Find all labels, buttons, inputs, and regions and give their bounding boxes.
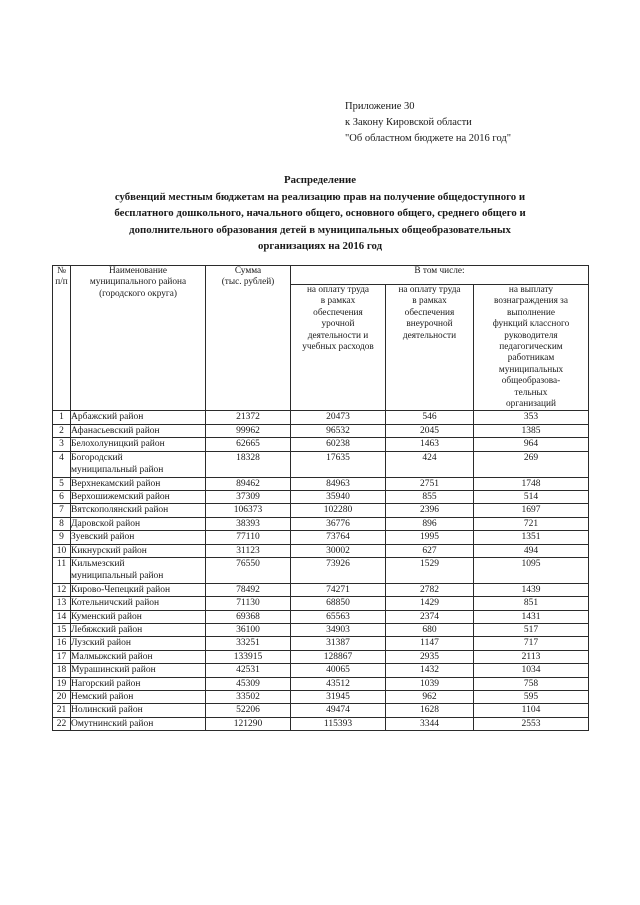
- header-group-including: В том числе:: [291, 266, 589, 285]
- header-vz-line11: организаций: [506, 399, 556, 410]
- cell-municipality-name: [71, 557, 206, 583]
- title-line-2: субвенций местным бюджетам на реализацию прав на получение общедоступного и: [114, 190, 526, 203]
- cell-row-number: 3: [53, 438, 71, 451]
- appendix-reference-block: [345, 99, 605, 147]
- header-vz-line5: руководителя: [504, 330, 558, 341]
- cell-urochnaya: 84963: [291, 477, 386, 490]
- cell-voznagrazhdenie: 353: [474, 411, 589, 424]
- table-row: [53, 557, 589, 583]
- table-row: [53, 504, 589, 517]
- municipality-name-line1: Куменский район: [71, 611, 142, 622]
- cell-voznagrazhdenie: 851: [474, 597, 589, 610]
- header-ur-line3: обеспечения: [313, 307, 363, 318]
- cell-row-number: 7: [53, 504, 71, 517]
- cell-row-number: 17: [53, 650, 71, 663]
- cell-vneurochnaya: 1039: [386, 677, 474, 690]
- municipality-name-line1: Нагорский район: [71, 678, 141, 689]
- cell-vneurochnaya: 627: [386, 544, 474, 557]
- title-line-1: Распределение: [284, 174, 356, 186]
- appendix-law-line: к Закону Кировской области: [345, 117, 472, 128]
- table-row: [53, 677, 589, 690]
- cell-municipality-name: [71, 517, 206, 530]
- cell-municipality-name: [71, 451, 206, 477]
- title-line-3: бесплатного дошкольного, начального общего, основного общего, среднего общего и: [114, 207, 526, 219]
- header-sum-line1: Сумма: [234, 266, 262, 276]
- cell-municipality-name: [71, 583, 206, 596]
- header-col-name: [71, 266, 206, 411]
- cell-voznagrazhdenie: 1697: [474, 504, 589, 517]
- cell-row-number: 22: [53, 717, 71, 730]
- cell-sum: 21372: [206, 411, 291, 424]
- cell-municipality-name: [71, 623, 206, 636]
- municipality-name-line1: Верхнекамский район: [71, 478, 161, 489]
- table-row: [53, 438, 589, 451]
- header-no-line2: п/п: [55, 277, 68, 288]
- table-row: [53, 451, 589, 477]
- table-row: [53, 583, 589, 596]
- cell-voznagrazhdenie: 717: [474, 637, 589, 650]
- header-ur-line4: урочной: [321, 319, 355, 330]
- table-row: [53, 424, 589, 437]
- cell-urochnaya: 40065: [291, 664, 386, 677]
- municipality-name-line1: Омутнинский район: [71, 718, 154, 729]
- cell-voznagrazhdenie: 517: [474, 623, 589, 636]
- cell-municipality-name: [71, 438, 206, 451]
- cell-sum: 62665: [206, 438, 291, 451]
- cell-row-number: 4: [53, 451, 71, 477]
- table-row: [53, 490, 589, 503]
- cell-sum: 52206: [206, 704, 291, 717]
- cell-vneurochnaya: 1432: [386, 664, 474, 677]
- municipality-name-line1: Даровской район: [71, 518, 141, 529]
- cell-urochnaya: 35940: [291, 490, 386, 503]
- appendix-number: Приложение 30: [345, 101, 415, 112]
- cell-voznagrazhdenie: 269: [474, 451, 589, 477]
- table-row: [53, 477, 589, 490]
- municipality-name-line1: Верхошижемский район: [71, 491, 170, 502]
- cell-sum: 99962: [206, 424, 291, 437]
- table-row: [53, 597, 589, 610]
- cell-sum: 38393: [206, 517, 291, 530]
- cell-voznagrazhdenie: 1104: [474, 704, 589, 717]
- table-row: [53, 531, 589, 544]
- cell-row-number: 14: [53, 610, 71, 623]
- cell-municipality-name: [71, 664, 206, 677]
- cell-voznagrazhdenie: 2113: [474, 650, 589, 663]
- header-sum-line2: (тыс. рублей): [221, 277, 275, 288]
- table-row: [53, 623, 589, 636]
- municipality-name-line1: Лебяжский район: [71, 624, 143, 635]
- table-body: [53, 411, 589, 731]
- municipality-name-line2: муниципальный район: [71, 465, 164, 476]
- header-vn-line1: на оплату труда: [398, 285, 461, 295]
- municipality-name-line1: Афанасьевский район: [71, 425, 160, 436]
- table-row: [53, 704, 589, 717]
- municipality-name-line1: Кирово-Чепецкий район: [71, 584, 171, 595]
- header-ur-line6: учебных расходов: [302, 342, 374, 353]
- header-vz-line7: работникам: [507, 353, 555, 364]
- cell-voznagrazhdenie: 758: [474, 677, 589, 690]
- header-vz-line10: тельных: [514, 387, 548, 398]
- distribution-table-wrapper: [52, 265, 588, 731]
- cell-sum: 76550: [206, 557, 291, 583]
- municipality-name-line1: Богородский: [71, 452, 123, 463]
- appendix-budget-line: "Об областном бюджете на 2016 год": [345, 133, 512, 144]
- cell-municipality-name: [71, 650, 206, 663]
- cell-sum: 33251: [206, 637, 291, 650]
- cell-vneurochnaya: 1429: [386, 597, 474, 610]
- table-header-row-top: [53, 266, 589, 285]
- cell-voznagrazhdenie: 1351: [474, 531, 589, 544]
- cell-urochnaya: 102280: [291, 504, 386, 517]
- cell-sum: 71130: [206, 597, 291, 610]
- header-name-line2: муниципального района: [89, 277, 187, 288]
- cell-municipality-name: [71, 411, 206, 424]
- municipality-name-line1: Белохолуницкий район: [71, 439, 165, 450]
- title-line-4: дополнительного образования детей в муниципальных общеобразовательных: [129, 223, 511, 236]
- cell-urochnaya: 36776: [291, 517, 386, 530]
- table-row: [53, 717, 589, 730]
- cell-municipality-name: [71, 704, 206, 717]
- municipality-name-line1: Кильмезский: [71, 558, 125, 569]
- municipality-name-line1: Мурашинский район: [71, 665, 156, 676]
- cell-urochnaya: 20473: [291, 411, 386, 424]
- cell-urochnaya: 34903: [291, 623, 386, 636]
- cell-sum: 121290: [206, 717, 291, 730]
- cell-municipality-name: [71, 477, 206, 490]
- cell-voznagrazhdenie: 721: [474, 517, 589, 530]
- cell-urochnaya: 65563: [291, 610, 386, 623]
- cell-row-number: 9: [53, 531, 71, 544]
- cell-sum: 69368: [206, 610, 291, 623]
- cell-row-number: 2: [53, 424, 71, 437]
- cell-sum: 133915: [206, 650, 291, 663]
- header-col-voznagrazhdenie: [474, 285, 589, 411]
- cell-municipality-name: [71, 504, 206, 517]
- municipality-name-line1: Котельничский район: [71, 598, 160, 609]
- cell-voznagrazhdenie: 2553: [474, 717, 589, 730]
- cell-municipality-name: [71, 717, 206, 730]
- cell-urochnaya: 60238: [291, 438, 386, 451]
- header-vz-line4: функций классного: [492, 319, 570, 330]
- cell-sum: 18328: [206, 451, 291, 477]
- header-col-no: [53, 266, 71, 411]
- cell-vneurochnaya: 680: [386, 623, 474, 636]
- cell-voznagrazhdenie: 1748: [474, 477, 589, 490]
- header-vn-line5: деятельности: [402, 330, 457, 341]
- municipality-name-line1: Немский район: [71, 692, 134, 702]
- cell-row-number: 21: [53, 704, 71, 717]
- header-name-line3: (городского округа): [99, 288, 177, 299]
- header-ur-line2: в рамках: [320, 296, 356, 307]
- table-row: [53, 544, 589, 557]
- cell-sum: 45309: [206, 677, 291, 690]
- cell-voznagrazhdenie: 1385: [474, 424, 589, 437]
- cell-vneurochnaya: 2935: [386, 650, 474, 663]
- cell-municipality-name: [71, 544, 206, 557]
- cell-row-number: 1: [53, 411, 71, 424]
- municipality-name-line1: Кикнурский район: [71, 545, 147, 556]
- municipality-name-line1: Лузский район: [71, 638, 131, 649]
- cell-vneurochnaya: 2782: [386, 583, 474, 596]
- cell-urochnaya: 73764: [291, 531, 386, 544]
- cell-vneurochnaya: 1463: [386, 438, 474, 451]
- header-vz-line1: на выплату: [508, 285, 554, 295]
- cell-municipality-name: [71, 677, 206, 690]
- title-line-5: организациях на 2016 год: [257, 240, 383, 252]
- distribution-table: [52, 265, 589, 731]
- cell-vneurochnaya: 1147: [386, 637, 474, 650]
- table-row: [53, 610, 589, 623]
- cell-municipality-name: [71, 424, 206, 437]
- header-vn-line2: в рамках: [412, 296, 447, 307]
- table-row: [53, 691, 589, 704]
- cell-urochnaya: 30002: [291, 544, 386, 557]
- cell-sum: 33502: [206, 691, 291, 704]
- header-vz-line2: вознаграждения за: [494, 296, 568, 307]
- cell-municipality-name: [71, 637, 206, 650]
- header-col-sum: [206, 266, 291, 411]
- cell-urochnaya: 115393: [291, 717, 386, 730]
- cell-row-number: 15: [53, 623, 71, 636]
- cell-row-number: 5: [53, 477, 71, 490]
- cell-vneurochnaya: 2045: [386, 424, 474, 437]
- header-col-vneurochnaya: [386, 285, 474, 411]
- cell-sum: 89462: [206, 477, 291, 490]
- page-title: [46, 172, 594, 255]
- table-row: [53, 637, 589, 650]
- cell-vneurochnaya: 2751: [386, 477, 474, 490]
- cell-sum: 31123: [206, 544, 291, 557]
- cell-sum: 106373: [206, 504, 291, 517]
- cell-vneurochnaya: 2396: [386, 504, 474, 517]
- cell-row-number: 8: [53, 517, 71, 530]
- cell-row-number: 20: [53, 691, 71, 704]
- cell-vneurochnaya: 546: [386, 411, 474, 424]
- header-vz-line9: общеобразова-: [501, 376, 561, 387]
- cell-sum: 78492: [206, 583, 291, 596]
- cell-urochnaya: 128867: [291, 650, 386, 663]
- header-name-line1: Наименование: [109, 266, 167, 276]
- cell-urochnaya: 96532: [291, 424, 386, 437]
- cell-voznagrazhdenie: 1431: [474, 610, 589, 623]
- cell-urochnaya: 68850: [291, 597, 386, 610]
- cell-vneurochnaya: 424: [386, 451, 474, 477]
- cell-municipality-name: [71, 610, 206, 623]
- header-vz-line8: муниципальных: [498, 364, 564, 375]
- header-ur-line5: деятельности и: [307, 330, 369, 341]
- cell-vneurochnaya: 3344: [386, 717, 474, 730]
- header-vn-line4: внеурочной: [406, 319, 453, 330]
- cell-voznagrazhdenie: 514: [474, 490, 589, 503]
- cell-urochnaya: 74271: [291, 583, 386, 596]
- cell-voznagrazhdenie: 494: [474, 544, 589, 557]
- cell-vneurochnaya: 2374: [386, 610, 474, 623]
- table-row: [53, 664, 589, 677]
- header-ur-line1: на оплату труда: [306, 285, 370, 295]
- cell-voznagrazhdenie: 595: [474, 691, 589, 704]
- cell-municipality-name: [71, 691, 206, 704]
- table-row: [53, 650, 589, 663]
- cell-urochnaya: 31945: [291, 691, 386, 704]
- cell-row-number: 6: [53, 490, 71, 503]
- table-head: [53, 266, 589, 411]
- header-vn-line3: обеспечения: [404, 307, 455, 318]
- cell-urochnaya: 49474: [291, 704, 386, 717]
- cell-vneurochnaya: 1529: [386, 557, 474, 583]
- cell-municipality-name: [71, 531, 206, 544]
- cell-vneurochnaya: 1995: [386, 531, 474, 544]
- cell-urochnaya: 73926: [291, 557, 386, 583]
- table-row: [53, 411, 589, 424]
- table-row: [53, 517, 589, 530]
- cell-voznagrazhdenie: 1095: [474, 557, 589, 583]
- cell-sum: 77110: [206, 531, 291, 544]
- cell-voznagrazhdenie: 1034: [474, 664, 589, 677]
- cell-row-number: 10: [53, 544, 71, 557]
- cell-vneurochnaya: 855: [386, 490, 474, 503]
- header-col-urochnaya: [291, 285, 386, 411]
- cell-vneurochnaya: 1628: [386, 704, 474, 717]
- header-vz-line3: выполнение: [507, 307, 555, 318]
- municipality-name-line1: Зуевский район: [71, 532, 135, 543]
- cell-sum: 42531: [206, 664, 291, 677]
- cell-urochnaya: 31387: [291, 637, 386, 650]
- cell-voznagrazhdenie: 1439: [474, 583, 589, 596]
- header-vz-line6: педагогическим: [499, 342, 563, 353]
- cell-vneurochnaya: 962: [386, 691, 474, 704]
- cell-row-number: 16: [53, 637, 71, 650]
- cell-vneurochnaya: 896: [386, 517, 474, 530]
- cell-municipality-name: [71, 597, 206, 610]
- municipality-name-line1: Нолинский район: [71, 705, 143, 716]
- cell-row-number: 19: [53, 677, 71, 690]
- municipality-name-line1: Малмыжский район: [71, 651, 153, 662]
- cell-row-number: 12: [53, 583, 71, 596]
- municipality-name-line1: Вятскополянский район: [71, 505, 169, 516]
- header-no-line1: №: [57, 266, 66, 276]
- cell-urochnaya: 17635: [291, 451, 386, 477]
- cell-row-number: 13: [53, 597, 71, 610]
- cell-row-number: 11: [53, 557, 71, 583]
- cell-sum: 36100: [206, 623, 291, 636]
- cell-urochnaya: 43512: [291, 677, 386, 690]
- municipality-name-line1: Арбажский район: [71, 412, 144, 423]
- municipality-name-line2: муниципальный район: [71, 571, 164, 582]
- cell-voznagrazhdenie: 964: [474, 438, 589, 451]
- cell-municipality-name: [71, 490, 206, 503]
- cell-sum: 37309: [206, 490, 291, 503]
- cell-row-number: 18: [53, 664, 71, 677]
